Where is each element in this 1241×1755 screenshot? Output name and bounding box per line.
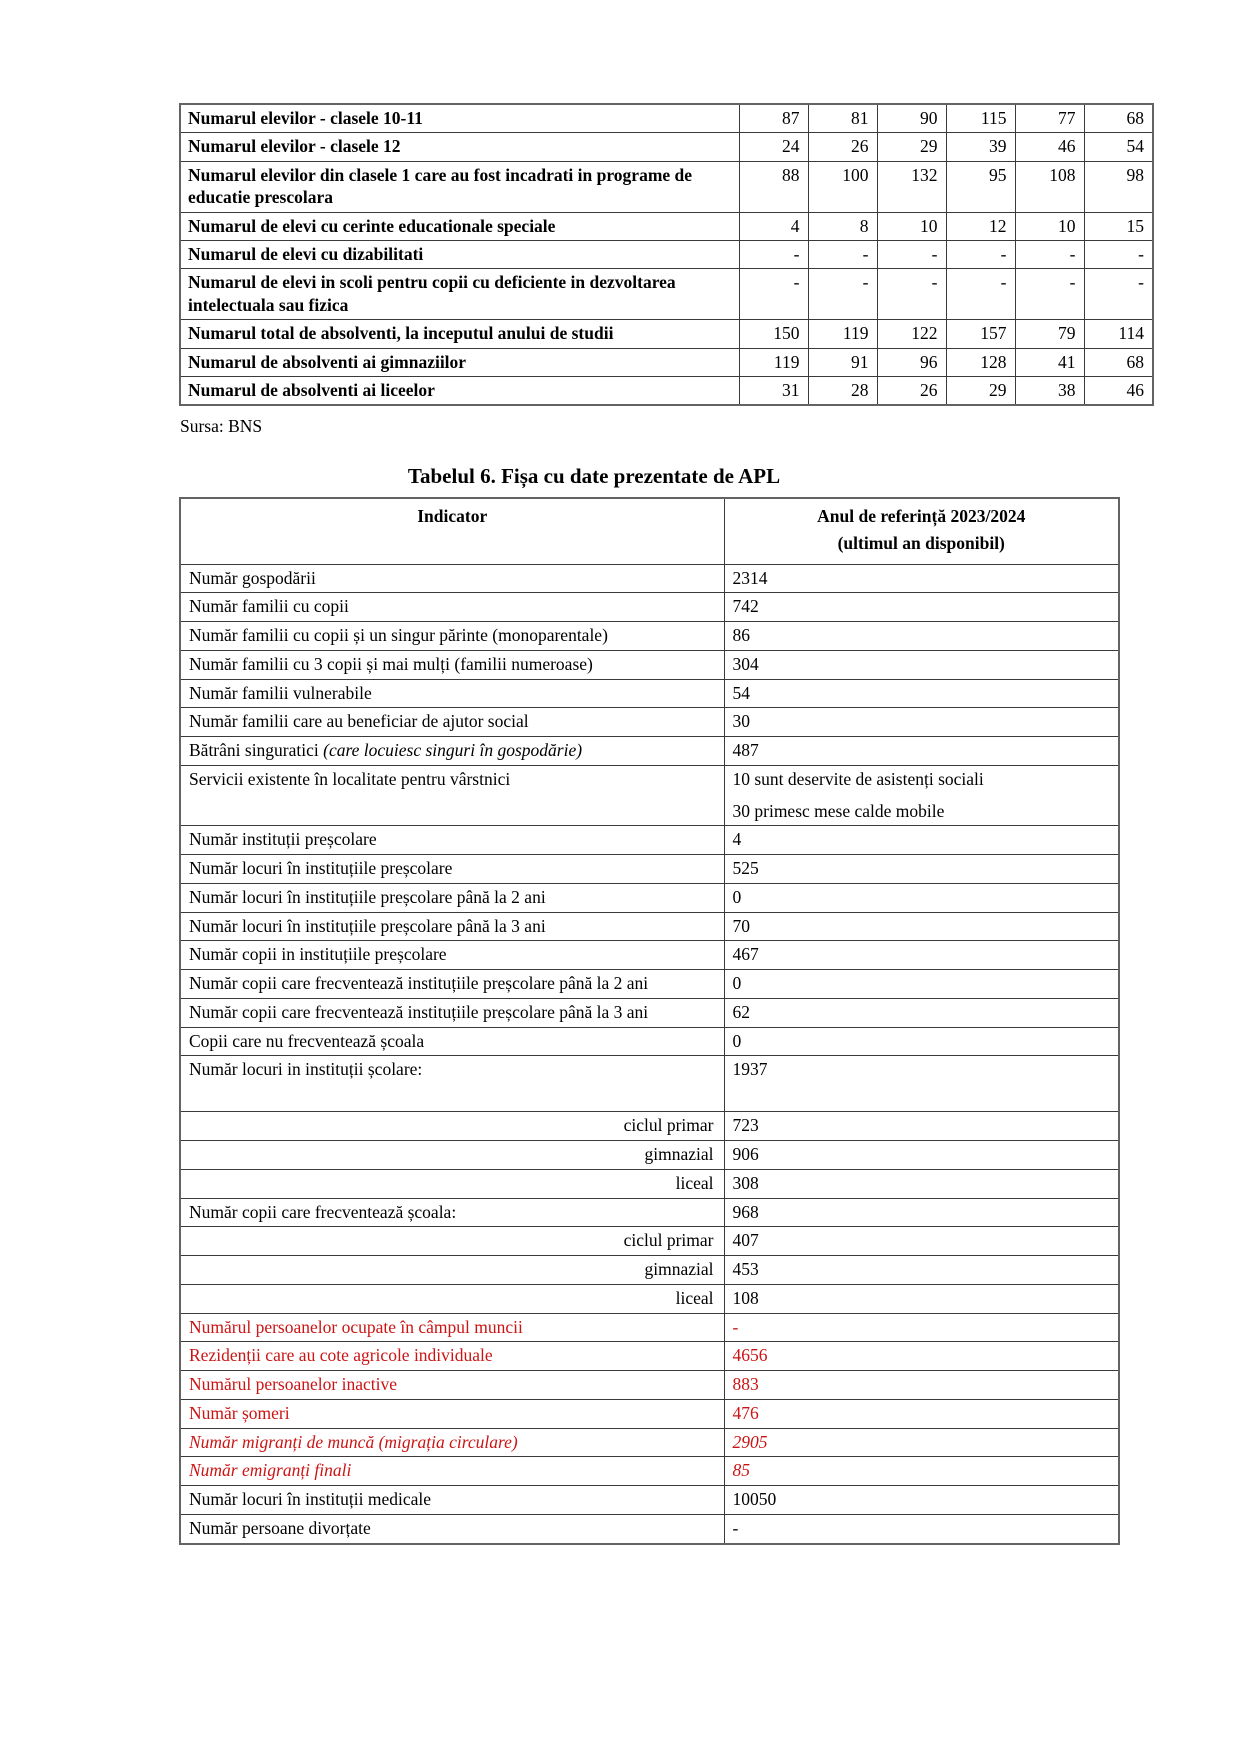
value-line: 108 — [732, 1287, 759, 1308]
value-cell: - — [877, 269, 946, 320]
indicator-label-cell — [180, 1198, 724, 1227]
table-row — [180, 737, 1119, 766]
value-cell — [724, 826, 1119, 855]
value-cell: 29 — [946, 376, 1015, 405]
value-line: 54 — [732, 682, 750, 703]
table-row — [180, 348, 1153, 376]
value-line: 0 — [732, 1030, 742, 1051]
value-cell: - — [1015, 269, 1084, 320]
indicator-label-cell — [180, 1342, 724, 1371]
table-row — [180, 912, 1119, 941]
indicator-label-text: Număr locuri in instituții școlare: — [189, 1059, 423, 1080]
indicator-label-text: Număr instituții preșcolare — [189, 829, 377, 850]
indicator-label-cell — [180, 1313, 724, 1342]
value-cell — [724, 1227, 1119, 1256]
indicator-label-text: Număr migranți de muncă (migrația circulare) — [189, 1431, 518, 1452]
value-cell: - — [739, 269, 808, 320]
indicator-label-text: Număr familii vulnerabile — [189, 682, 372, 703]
indicator-label-text: Număr persoane divorțate — [189, 1517, 371, 1538]
value-cell — [724, 1486, 1119, 1515]
indicator-label-cell: Numarul total de absolventi, la inceputul anului de studii — [180, 320, 739, 348]
indicator-label-cell — [180, 622, 724, 651]
value-cell — [724, 622, 1119, 651]
table-row — [180, 1284, 1119, 1313]
education-statistics-table — [179, 103, 1154, 406]
value-cell — [724, 1457, 1119, 1486]
table-row — [180, 1514, 1119, 1543]
value-line: - — [732, 1517, 739, 1538]
indicator-label-cell — [180, 826, 724, 855]
value-cell: 128 — [946, 348, 1015, 376]
indicator-label-cell — [180, 1169, 724, 1198]
value-line: 968 — [732, 1201, 759, 1222]
indicator-label-text: gimnazial — [644, 1144, 714, 1165]
table-row — [180, 1486, 1119, 1515]
value-cell — [724, 941, 1119, 970]
table-row — [180, 708, 1119, 737]
value-cell — [724, 1256, 1119, 1285]
indicator-label-cell — [180, 1428, 724, 1457]
value-line: 30 — [732, 711, 750, 732]
table-row — [180, 1141, 1119, 1170]
table-title: Tabelul 6. Fișa cu date prezentate de APL — [407, 464, 781, 489]
indicator-label-text: Număr familii cu 3 copii și mai mulți (familii numeroase) — [189, 653, 593, 674]
table-row — [180, 1027, 1119, 1056]
value-cell — [724, 679, 1119, 708]
indicator-label-text: Număr locuri în instituțiile preșcolare — [189, 858, 453, 879]
value-cell: 119 — [808, 320, 877, 348]
table-row — [180, 1227, 1119, 1256]
value-cell: 41 — [1015, 348, 1084, 376]
value-cell — [724, 855, 1119, 884]
value-cell: 96 — [877, 348, 946, 376]
table-row — [180, 650, 1119, 679]
value-cell: - — [808, 240, 877, 268]
value-cell: 24 — [739, 133, 808, 161]
indicator-label-text: ciclul primar — [623, 1230, 714, 1251]
indicator-label-text: Număr emigranți finali — [189, 1460, 352, 1481]
indicator-label-cell — [180, 1514, 724, 1543]
value-cell: 114 — [1084, 320, 1153, 348]
value-cell — [724, 970, 1119, 999]
header-indicator-label: Indicator — [417, 506, 488, 527]
value-cell: - — [877, 240, 946, 268]
table-row — [180, 133, 1153, 161]
indicator-label-text: Servicii existente în localitate pentru vârstnici — [189, 768, 511, 789]
table-row — [180, 1399, 1119, 1428]
indicator-label-text: Număr locuri în instituțiile preșcolare până la 3 ani — [189, 915, 546, 936]
value-cell: 79 — [1015, 320, 1084, 348]
value-cell — [724, 737, 1119, 766]
value-cell: 68 — [1084, 104, 1153, 133]
indicator-label-cell: Numarul elevilor - clasele 10-11 — [180, 104, 739, 133]
value-cell: 39 — [946, 133, 1015, 161]
table-row — [180, 826, 1119, 855]
value-cell — [724, 1027, 1119, 1056]
value-cell — [724, 1313, 1119, 1342]
indicator-label-text: Număr copii care frecventează instituțiile preșcolare până la 3 ani — [189, 1001, 649, 1022]
indicator-label-cell — [180, 679, 724, 708]
indicator-label-cell: Numarul elevilor - clasele 12 — [180, 133, 739, 161]
source-note: Sursa: BNS — [180, 416, 263, 437]
value-cell: 46 — [1084, 376, 1153, 405]
indicator-label-text: Număr locuri în instituțiile preșcolare până la 2 ani — [189, 886, 546, 907]
value-cell: 28 — [808, 376, 877, 405]
table-row — [180, 564, 1119, 593]
indicator-label-text: liceal — [675, 1172, 714, 1193]
indicator-label-text: Număr gospodării — [189, 567, 316, 588]
value-cell — [724, 1514, 1119, 1543]
value-cell: 29 — [877, 133, 946, 161]
value-cell: 54 — [1084, 133, 1153, 161]
value-cell: 15 — [1084, 212, 1153, 240]
value-cell — [724, 1428, 1119, 1457]
value-line: 10050 — [732, 1489, 777, 1510]
value-cell: 150 — [739, 320, 808, 348]
value-line: 467 — [732, 944, 759, 965]
indicator-label-cell — [180, 970, 724, 999]
indicator-label-cell — [180, 708, 724, 737]
indicator-label-cell: Numarul elevilor din clasele 1 care au fost incadrati in programe de educatie prescolara — [180, 161, 739, 212]
indicator-label-text: Număr familii cu copii și un singur părinte (monoparentale) — [189, 625, 608, 646]
value-line: 2905 — [732, 1431, 768, 1452]
value-line: 906 — [732, 1144, 759, 1165]
table-row — [180, 1056, 1119, 1112]
value-line: 4656 — [732, 1345, 768, 1366]
value-line: 723 — [732, 1115, 759, 1136]
value-line: 883 — [732, 1374, 759, 1395]
indicator-label-cell — [180, 1399, 724, 1428]
value-cell — [724, 998, 1119, 1027]
table-row — [180, 679, 1119, 708]
value-cell — [724, 1056, 1119, 1112]
value-cell — [724, 1112, 1119, 1141]
value-line: 30 primesc mese calde mobile — [732, 800, 945, 821]
indicator-label-text: Copii care nu frecventează școala — [189, 1030, 425, 1051]
value-cell — [724, 1198, 1119, 1227]
indicator-label-cell — [180, 941, 724, 970]
table-row — [180, 1198, 1119, 1227]
value-cell: 81 — [808, 104, 877, 133]
indicator-label-text: ciclul primar — [623, 1115, 714, 1136]
value-cell: 91 — [808, 348, 877, 376]
value-line: 4 — [732, 829, 742, 850]
indicator-label-cell — [180, 1256, 724, 1285]
indicator-label-text: Număr locuri în instituții medicale — [189, 1489, 432, 1510]
value-cell — [724, 765, 1119, 826]
indicator-label-cell: Numarul de absolventi ai gimnaziilor — [180, 348, 739, 376]
value-cell — [724, 912, 1119, 941]
value-cell: 122 — [877, 320, 946, 348]
value-cell: 8 — [808, 212, 877, 240]
value-line: 476 — [732, 1402, 759, 1423]
table-row — [180, 269, 1153, 320]
value-line: 2314 — [732, 567, 768, 588]
table-row — [180, 104, 1153, 133]
value-cell — [724, 564, 1119, 593]
indicator-label-cell — [180, 883, 724, 912]
value-cell: 46 — [1015, 133, 1084, 161]
value-cell: 31 — [739, 376, 808, 405]
indicator-label-text: Număr copii care frecventează instituțiile preșcolare până la 2 ani — [189, 973, 649, 994]
apl-table-header — [180, 498, 1119, 564]
table-row — [180, 376, 1153, 405]
value-line: 453 — [732, 1259, 759, 1280]
indicator-label-text: Număr șomeri — [189, 1402, 290, 1423]
value-cell — [724, 593, 1119, 622]
indicator-label-cell: Numarul de absolventi ai liceelor — [180, 376, 739, 405]
header-reference-year-line2: (ultimul an disponibil) — [837, 533, 1005, 554]
table-row — [180, 240, 1153, 268]
value-line: 407 — [732, 1230, 759, 1251]
indicator-label-cell: Numarul de elevi in scoli pentru copii cu deficiente in dezvoltarea intelectuala sau fizica — [180, 269, 739, 320]
value-cell: 157 — [946, 320, 1015, 348]
indicator-label-text: gimnazial — [644, 1259, 714, 1280]
value-cell: 87 — [739, 104, 808, 133]
indicator-label-text: Număr copii in instituțiile preșcolare — [189, 944, 447, 965]
value-cell: 115 — [946, 104, 1015, 133]
indicator-label-cell — [180, 1227, 724, 1256]
value-cell: 38 — [1015, 376, 1084, 405]
indicator-label-cell: Numarul de elevi cu cerinte educationale speciale — [180, 212, 739, 240]
value-cell — [724, 1342, 1119, 1371]
value-cell: 95 — [946, 161, 1015, 212]
table-row — [180, 593, 1119, 622]
indicator-label-text: Număr copii care frecventează școala: — [189, 1201, 457, 1222]
value-line: - — [732, 1316, 739, 1337]
value-cell: 77 — [1015, 104, 1084, 133]
value-line: 525 — [732, 858, 759, 879]
indicator-label-text: Numărul persoanelor inactive — [189, 1374, 397, 1395]
table-row — [180, 1457, 1119, 1486]
value-cell — [724, 1371, 1119, 1400]
value-cell: 4 — [739, 212, 808, 240]
value-cell: - — [946, 269, 1015, 320]
indicator-label-cell — [180, 564, 724, 593]
indicator-label-cell — [180, 1371, 724, 1400]
value-cell — [724, 1169, 1119, 1198]
value-cell — [724, 1141, 1119, 1170]
indicator-label-cell — [180, 1486, 724, 1515]
value-cell: 119 — [739, 348, 808, 376]
table-row — [180, 883, 1119, 912]
table-row — [180, 1428, 1119, 1457]
table-row — [180, 212, 1153, 240]
value-cell: 108 — [1015, 161, 1084, 212]
value-cell — [724, 883, 1119, 912]
table-row — [180, 1169, 1119, 1198]
header-reference-year-line1: Anul de referință 2023/2024 — [817, 506, 1026, 527]
indicator-label-cell — [180, 593, 724, 622]
indicator-label-italic-text: (care locuiesc singuri în gospodărie) — [323, 740, 583, 761]
indicator-label-cell — [180, 1284, 724, 1313]
header-reference-year — [724, 498, 1119, 564]
indicator-label-cell: Numarul de elevi cu dizabilitati — [180, 240, 739, 268]
table-row — [180, 855, 1119, 884]
indicator-label-cell — [180, 1027, 724, 1056]
value-cell: 10 — [877, 212, 946, 240]
indicator-label-cell — [180, 912, 724, 941]
apl-table-body — [180, 564, 1119, 1544]
value-line: 742 — [732, 596, 759, 617]
value-cell: - — [1084, 240, 1153, 268]
table-row — [180, 1313, 1119, 1342]
value-line: 0 — [732, 973, 742, 994]
indicator-label-cell — [180, 1056, 724, 1112]
value-line: 304 — [732, 653, 759, 674]
indicator-label-cell — [180, 650, 724, 679]
table-row — [180, 1112, 1119, 1141]
indicator-label-text: Număr familii cu copii — [189, 596, 349, 617]
value-cell: 68 — [1084, 348, 1153, 376]
table-row — [180, 622, 1119, 651]
value-line: 487 — [732, 740, 759, 761]
apl-data-table — [179, 497, 1120, 1544]
value-line: 86 — [732, 625, 750, 646]
value-cell: - — [946, 240, 1015, 268]
indicator-label-text: Bătrâni singuratici — [189, 740, 324, 761]
value-line: 70 — [732, 915, 750, 936]
value-line: 0 — [732, 886, 742, 907]
value-cell: - — [1015, 240, 1084, 268]
value-line: 85 — [732, 1460, 750, 1481]
value-cell: 90 — [877, 104, 946, 133]
indicator-label-cell — [180, 765, 724, 826]
indicator-label-text: liceal — [675, 1287, 714, 1308]
indicator-label-text: Rezidenții care au cote agricole individuale — [189, 1345, 493, 1366]
indicator-label-cell — [180, 1141, 724, 1170]
table-row — [180, 970, 1119, 999]
indicator-label-cell — [180, 855, 724, 884]
value-cell: 132 — [877, 161, 946, 212]
value-cell: 88 — [739, 161, 808, 212]
header-indicator — [180, 498, 724, 564]
value-line: 10 sunt deservite de asistenți sociali — [732, 768, 984, 789]
value-cell: 12 — [946, 212, 1015, 240]
table-row — [180, 998, 1119, 1027]
indicator-label-cell — [180, 998, 724, 1027]
value-cell — [724, 650, 1119, 679]
value-line: 1937 — [732, 1059, 768, 1080]
value-cell: 26 — [808, 133, 877, 161]
education-statistics-table-body — [180, 104, 1153, 405]
value-cell: 100 — [808, 161, 877, 212]
header-row — [180, 498, 1119, 564]
indicator-label-cell — [180, 1112, 724, 1141]
indicator-label-text: Număr familii care au beneficiar de ajutor social — [189, 711, 529, 732]
value-line: 62 — [732, 1001, 750, 1022]
indicator-label-text: Numărul persoanelor ocupate în câmpul muncii — [189, 1316, 523, 1337]
value-cell: - — [1084, 269, 1153, 320]
value-cell: 98 — [1084, 161, 1153, 212]
value-cell — [724, 708, 1119, 737]
value-cell — [724, 1399, 1119, 1428]
indicator-label-cell — [180, 737, 724, 766]
table-row — [180, 161, 1153, 212]
indicator-label-cell — [180, 1457, 724, 1486]
table-row — [180, 1256, 1119, 1285]
document-page — [179, 103, 1159, 1545]
table-row — [180, 320, 1153, 348]
value-cell — [724, 1284, 1119, 1313]
table-row — [180, 941, 1119, 970]
table-row — [180, 1342, 1119, 1371]
value-cell: - — [739, 240, 808, 268]
value-line: 308 — [732, 1172, 759, 1193]
value-cell: 10 — [1015, 212, 1084, 240]
value-cell: 26 — [877, 376, 946, 405]
table-row — [180, 765, 1119, 826]
value-cell: - — [808, 269, 877, 320]
table-row — [180, 1371, 1119, 1400]
